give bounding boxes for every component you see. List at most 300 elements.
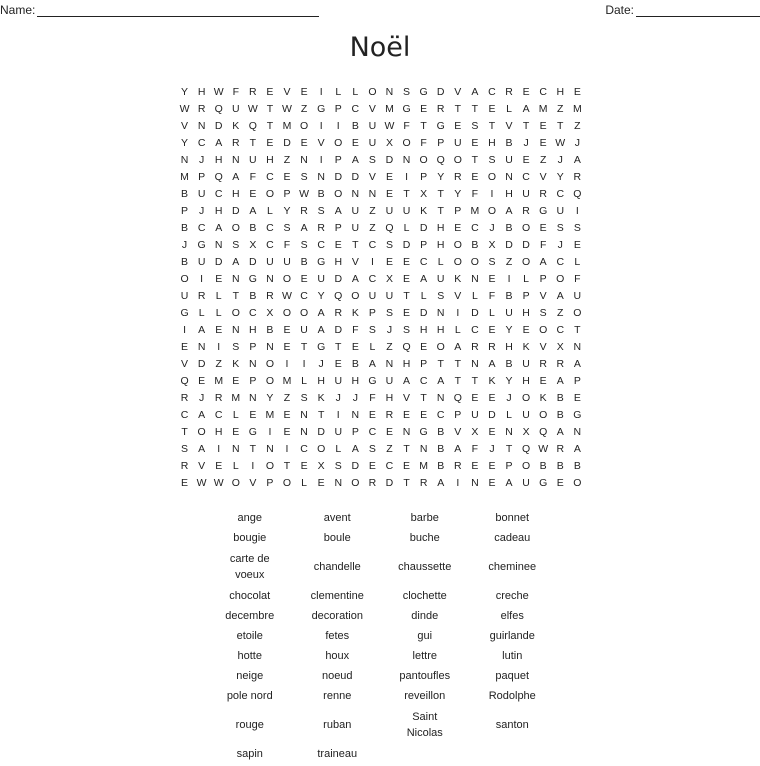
grid-letter: U bbox=[505, 307, 513, 319]
word-list-item: dinde bbox=[411, 610, 439, 622]
grid-letter: A bbox=[198, 409, 206, 421]
grid-letter: I bbox=[575, 205, 579, 217]
grid-letter: V bbox=[454, 426, 462, 438]
grid-letter: R bbox=[539, 188, 547, 200]
grid-letter: A bbox=[488, 358, 496, 370]
grid-letter: N bbox=[368, 188, 377, 200]
grid-letter: O bbox=[300, 307, 309, 319]
grid-letter: V bbox=[539, 290, 547, 302]
grid-letter: A bbox=[539, 256, 547, 268]
grid-letter: T bbox=[437, 358, 444, 370]
word-list-item: guirlande bbox=[489, 630, 535, 642]
grid-letter: V bbox=[198, 460, 206, 472]
grid-letter: F bbox=[471, 443, 479, 455]
grid-letter: R bbox=[505, 86, 513, 98]
grid-letter: Q bbox=[214, 103, 223, 115]
grid-letter: N bbox=[402, 154, 411, 166]
grid-letter: V bbox=[317, 137, 325, 149]
grid-letter: O bbox=[453, 256, 462, 268]
grid-letter: B bbox=[437, 443, 445, 455]
grid-letter: O bbox=[556, 273, 565, 285]
grid-letter: R bbox=[197, 290, 206, 302]
grid-letter: C bbox=[436, 409, 445, 421]
grid-letter: O bbox=[351, 477, 360, 489]
word-list-item: cheminee bbox=[488, 561, 537, 573]
grid-letter: R bbox=[556, 358, 565, 370]
grid-letter: H bbox=[214, 426, 223, 438]
grid-letter: O bbox=[180, 273, 189, 285]
grid-letter: E bbox=[351, 341, 359, 353]
grid-letter: R bbox=[573, 171, 582, 183]
grid-letter: V bbox=[249, 477, 257, 489]
grid-letter: L bbox=[198, 307, 205, 319]
grid-letter: C bbox=[522, 171, 530, 183]
grid-letter: W bbox=[538, 443, 549, 455]
grid-letter: C bbox=[197, 137, 206, 149]
grid-letter: Q bbox=[436, 154, 445, 166]
grid-letter: N bbox=[266, 273, 274, 285]
grid-letter: N bbox=[351, 188, 360, 200]
grid-letter: Z bbox=[369, 222, 376, 234]
grid-letter: R bbox=[453, 460, 462, 472]
word-list-row bbox=[206, 706, 556, 744]
grid-letter: L bbox=[215, 307, 222, 319]
grid-letter: C bbox=[556, 256, 565, 268]
grid-letter: O bbox=[317, 443, 326, 455]
grid-letter: T bbox=[488, 120, 496, 132]
grid-letter: N bbox=[471, 273, 479, 285]
grid-letter: H bbox=[231, 188, 240, 200]
grid-letter: U bbox=[573, 290, 582, 302]
grid-row bbox=[176, 254, 586, 271]
grid-letter: L bbox=[420, 290, 427, 302]
grid-letter: E bbox=[403, 256, 411, 268]
word-list-item: paquet bbox=[495, 670, 530, 682]
grid-letter: S bbox=[437, 290, 445, 302]
grid-letter: E bbox=[454, 120, 462, 132]
grid-letter: N bbox=[573, 426, 582, 438]
grid-letter: M bbox=[282, 375, 292, 387]
grid-letter: U bbox=[351, 222, 360, 234]
grid-letter: B bbox=[573, 460, 581, 472]
grid-letter: G bbox=[180, 307, 189, 319]
grid-letter: K bbox=[420, 205, 428, 217]
grid-letter: D bbox=[214, 256, 223, 268]
grid-letter: F bbox=[574, 273, 581, 285]
grid-letter: E bbox=[573, 239, 581, 251]
word-list bbox=[206, 508, 556, 764]
grid-letter: M bbox=[180, 171, 189, 183]
grid-letter: S bbox=[317, 205, 325, 217]
grid-letter: E bbox=[232, 375, 240, 387]
grid-letter: X bbox=[266, 307, 274, 319]
grid-letter: G bbox=[419, 86, 428, 98]
grid-letter: J bbox=[181, 239, 188, 251]
word-list-item-line: voeux bbox=[235, 569, 265, 581]
grid-row bbox=[176, 84, 586, 101]
grid-letter: A bbox=[215, 222, 223, 234]
grid-letter: P bbox=[522, 290, 530, 302]
grid-letter: R bbox=[197, 103, 206, 115]
grid-letter: N bbox=[351, 409, 360, 421]
grid-letter: A bbox=[573, 443, 581, 455]
grid-letter: D bbox=[197, 358, 206, 370]
grid-letter: C bbox=[180, 409, 189, 421]
grid-letter: C bbox=[351, 103, 360, 115]
grid-letter: A bbox=[573, 358, 581, 370]
grid-letter: O bbox=[453, 239, 462, 251]
grid-letter: C bbox=[471, 324, 479, 336]
grid-letter: E bbox=[488, 477, 496, 489]
grid-letter: S bbox=[368, 154, 376, 166]
grid-letter: O bbox=[522, 460, 531, 472]
grid-letter: A bbox=[351, 273, 359, 285]
grid-letter: H bbox=[505, 341, 513, 353]
grid-letter: E bbox=[334, 358, 342, 370]
grid-letter: C bbox=[266, 222, 274, 234]
grid-letter: L bbox=[215, 290, 222, 302]
grid-letter: Q bbox=[522, 443, 531, 455]
grid-letter: N bbox=[402, 426, 411, 438]
grid-letter: E bbox=[420, 341, 428, 353]
grid-letter: C bbox=[368, 239, 377, 251]
grid-row bbox=[176, 220, 586, 237]
grid-letter: U bbox=[471, 409, 479, 421]
grid-row bbox=[176, 373, 586, 390]
grid-letter: M bbox=[470, 205, 480, 217]
grid-letter: N bbox=[505, 171, 513, 183]
grid-letter: U bbox=[197, 188, 206, 200]
grid-letter: E bbox=[488, 426, 496, 438]
grid-letter: M bbox=[385, 103, 394, 115]
grid-letter: U bbox=[522, 409, 530, 421]
grid-letter: V bbox=[181, 358, 189, 370]
grid-letter: O bbox=[522, 256, 531, 268]
grid-letter: B bbox=[437, 426, 445, 438]
word-list-item-line: Nicolas bbox=[406, 727, 443, 739]
grid-row bbox=[176, 152, 586, 169]
grid-letter: L bbox=[369, 341, 376, 353]
grid-letter: T bbox=[471, 103, 479, 115]
grid-letter: I bbox=[456, 477, 460, 489]
grid-letter: S bbox=[334, 460, 342, 472]
grid-letter: O bbox=[573, 307, 582, 319]
grid-letter: V bbox=[368, 171, 376, 183]
date-line[interactable] bbox=[636, 4, 760, 17]
grid-letter: Y bbox=[283, 205, 291, 217]
grid-letter: O bbox=[231, 222, 240, 234]
word-list-item: etoile bbox=[236, 630, 263, 642]
grid-letter: D bbox=[283, 137, 291, 149]
grid-letter: I bbox=[251, 460, 255, 472]
grid-letter: C bbox=[368, 426, 377, 438]
word-list-row bbox=[206, 666, 556, 686]
grid-letter: A bbox=[249, 205, 257, 217]
grid-letter: T bbox=[403, 188, 410, 200]
name-line[interactable] bbox=[37, 4, 319, 17]
grid-letter: T bbox=[403, 290, 410, 302]
word-list-item bbox=[381, 706, 469, 744]
grid-letter: R bbox=[453, 171, 462, 183]
grid-letter: V bbox=[505, 120, 513, 132]
grid-letter: A bbox=[505, 477, 513, 489]
word-list-item: elfes bbox=[500, 610, 524, 622]
grid-letter: G bbox=[197, 239, 206, 251]
word-search-grid bbox=[176, 84, 586, 492]
grid-letter: T bbox=[420, 392, 427, 404]
grid-letter: V bbox=[539, 171, 547, 183]
grid-letter: L bbox=[506, 103, 512, 115]
grid-letter: N bbox=[197, 341, 206, 353]
grid-letter: A bbox=[198, 324, 206, 336]
word-list-item: lutin bbox=[502, 650, 523, 662]
grid-letter: A bbox=[317, 324, 325, 336]
grid-letter: S bbox=[385, 307, 393, 319]
grid-letter: D bbox=[505, 239, 513, 251]
grid-letter: O bbox=[351, 290, 360, 302]
grid-letter: Y bbox=[266, 392, 274, 404]
grid-letter: G bbox=[402, 103, 411, 115]
grid-letter: W bbox=[196, 477, 207, 489]
grid-letter: N bbox=[197, 120, 206, 132]
grid-letter: R bbox=[368, 477, 377, 489]
word-list-row bbox=[206, 686, 556, 706]
grid-letter: W bbox=[299, 188, 310, 200]
grid-letter: E bbox=[488, 392, 496, 404]
grid-letter: O bbox=[231, 307, 240, 319]
grid-letter: E bbox=[283, 324, 291, 336]
grid-letter: U bbox=[368, 290, 377, 302]
grid-letter: L bbox=[267, 205, 273, 217]
grid-letter: A bbox=[232, 171, 240, 183]
grid-letter: P bbox=[420, 171, 428, 183]
grid-letter: B bbox=[249, 290, 257, 302]
grid-letter: W bbox=[282, 103, 292, 115]
grid-letter: W bbox=[282, 290, 292, 302]
grid-letter: L bbox=[454, 324, 461, 336]
grid-letter: P bbox=[454, 205, 462, 217]
grid-letter: G bbox=[248, 273, 257, 285]
grid-letter: B bbox=[505, 222, 513, 234]
grid-letter: N bbox=[334, 477, 343, 489]
grid-letter: C bbox=[300, 443, 308, 455]
grid-letter: E bbox=[300, 460, 308, 472]
grid-letter: O bbox=[265, 358, 275, 370]
grid-letter: I bbox=[200, 273, 204, 285]
grid-letter: J bbox=[489, 443, 495, 455]
grid-letter: G bbox=[248, 426, 257, 438]
grid-letter: P bbox=[573, 375, 581, 387]
grid-letter: E bbox=[471, 171, 479, 183]
grid-letter: O bbox=[453, 154, 462, 166]
grid-letter: U bbox=[334, 375, 343, 387]
grid-letter: N bbox=[231, 154, 240, 166]
grid-letter: U bbox=[266, 256, 274, 268]
grid-letter: I bbox=[507, 273, 511, 285]
grid-letter: R bbox=[419, 477, 428, 489]
grid-letter: P bbox=[266, 477, 274, 489]
grid-letter: U bbox=[351, 205, 360, 217]
grid-letter: E bbox=[385, 426, 393, 438]
grid-letter: A bbox=[351, 154, 359, 166]
grid-letter: C bbox=[419, 375, 428, 387]
grid-letter: D bbox=[249, 256, 257, 268]
grid-letter: H bbox=[402, 358, 411, 370]
grid-letter: D bbox=[351, 171, 360, 183]
word-list-item: lettre bbox=[412, 650, 437, 662]
grid-letter: P bbox=[351, 426, 359, 438]
grid-letter: S bbox=[300, 239, 308, 251]
grid-letter: F bbox=[352, 324, 359, 336]
grid-letter: R bbox=[214, 392, 223, 404]
word-list-item: neige bbox=[236, 670, 264, 682]
grid-letter: R bbox=[300, 205, 308, 217]
grid-letter: J bbox=[352, 392, 358, 404]
grid-letter: M bbox=[231, 392, 241, 404]
grid-letter: T bbox=[557, 120, 564, 132]
grid-letter: P bbox=[283, 188, 291, 200]
grid-letter: L bbox=[489, 307, 495, 319]
grid-letter: E bbox=[232, 426, 240, 438]
grid-letter: P bbox=[420, 358, 428, 370]
grid-letter: N bbox=[317, 171, 325, 183]
grid-row bbox=[176, 135, 586, 152]
grid-letter: B bbox=[181, 188, 189, 200]
word-list-item: hotte bbox=[237, 650, 262, 662]
grid-letter: T bbox=[522, 120, 530, 132]
grid-letter: J bbox=[489, 222, 495, 234]
grid-letter: R bbox=[436, 103, 445, 115]
grid-letter: G bbox=[419, 426, 428, 438]
word-list-item: avent bbox=[323, 512, 351, 524]
grid-letter: F bbox=[420, 137, 427, 149]
grid-letter: K bbox=[351, 307, 359, 319]
grid-letter: D bbox=[419, 307, 428, 319]
grid-letter: I bbox=[285, 443, 289, 455]
grid-letter: D bbox=[385, 477, 394, 489]
grid-letter: U bbox=[283, 256, 291, 268]
word-list-item: boule bbox=[323, 532, 351, 544]
grid-letter: M bbox=[572, 103, 582, 115]
grid-letter: R bbox=[180, 460, 189, 472]
grid-letter: B bbox=[317, 188, 325, 200]
grid-letter: I bbox=[285, 358, 289, 370]
grid-letter: C bbox=[368, 273, 377, 285]
word-list-item: sapin bbox=[236, 748, 263, 760]
grid-letter: B bbox=[181, 256, 189, 268]
grid-row bbox=[176, 118, 586, 135]
grid-letter: M bbox=[419, 460, 428, 472]
grid-letter: R bbox=[249, 86, 257, 98]
grid-letter: G bbox=[436, 120, 445, 132]
grid-letter: B bbox=[181, 222, 189, 234]
grid-letter: I bbox=[302, 358, 306, 370]
grid-letter: C bbox=[488, 86, 496, 98]
grid-letter: C bbox=[471, 222, 479, 234]
grid-letter: M bbox=[538, 103, 548, 115]
grid-letter: F bbox=[283, 239, 291, 251]
word-list-item: clochette bbox=[402, 590, 447, 602]
grid-letter: D bbox=[385, 154, 394, 166]
grid-letter: P bbox=[198, 171, 206, 183]
grid-letter: E bbox=[283, 426, 291, 438]
grid-letter: B bbox=[249, 222, 257, 234]
grid-letter: H bbox=[522, 307, 530, 319]
grid-letter: F bbox=[403, 120, 410, 132]
word-list-item: rouge bbox=[235, 719, 264, 731]
word-list-row bbox=[206, 626, 556, 646]
grid-row bbox=[176, 356, 586, 373]
grid-letter: B bbox=[351, 358, 359, 370]
grid-letter: F bbox=[232, 86, 239, 98]
grid-letter: D bbox=[419, 222, 428, 234]
grid-letter: U bbox=[300, 324, 308, 336]
word-list-item: fetes bbox=[325, 630, 350, 642]
grid-letter: Z bbox=[574, 120, 581, 132]
grid-letter: P bbox=[437, 137, 445, 149]
grid-letter: G bbox=[317, 341, 326, 353]
grid-letter: O bbox=[231, 477, 240, 489]
grid-row bbox=[176, 441, 586, 458]
grid-letter: L bbox=[335, 86, 342, 98]
word-list-item: chaussette bbox=[398, 561, 452, 573]
grid-letter: P bbox=[181, 205, 189, 217]
grid-letter: L bbox=[232, 460, 239, 472]
grid-letter: E bbox=[488, 324, 496, 336]
grid-letter: U bbox=[522, 358, 530, 370]
grid-letter: N bbox=[231, 273, 240, 285]
grid-letter: E bbox=[420, 103, 428, 115]
word-list-item: gui bbox=[417, 630, 433, 642]
grid-letter: Z bbox=[215, 358, 222, 370]
grid-letter: G bbox=[317, 103, 326, 115]
grid-letter: E bbox=[283, 171, 291, 183]
grid-letter: E bbox=[403, 307, 411, 319]
grid-letter: S bbox=[300, 171, 308, 183]
grid-row bbox=[176, 101, 586, 118]
grid-letter: J bbox=[198, 392, 205, 404]
grid-letter: N bbox=[231, 443, 240, 455]
grid-row bbox=[176, 322, 586, 339]
grid-letter: I bbox=[456, 307, 460, 319]
grid-letter: W bbox=[384, 120, 395, 132]
word-list-row bbox=[206, 508, 556, 528]
grid-letter: A bbox=[573, 154, 581, 166]
grid-letter: E bbox=[403, 460, 411, 472]
grid-letter: K bbox=[454, 273, 462, 285]
word-list-item-line: carte de bbox=[229, 553, 270, 565]
word-list-item: chandelle bbox=[313, 561, 361, 573]
date-field[interactable] bbox=[605, 3, 760, 17]
grid-letter: T bbox=[403, 443, 410, 455]
grid-letter: C bbox=[197, 222, 206, 234]
grid-letter: F bbox=[471, 188, 479, 200]
grid-letter: Y bbox=[181, 137, 189, 149]
word-list-item: creche bbox=[495, 590, 529, 602]
grid-letter: H bbox=[522, 375, 530, 387]
grid-letter: G bbox=[317, 256, 326, 268]
grid-letter: V bbox=[351, 256, 359, 268]
grid-letter: H bbox=[505, 188, 513, 200]
grid-letter: X bbox=[317, 460, 325, 472]
name-field[interactable] bbox=[0, 3, 319, 17]
grid-letter: T bbox=[300, 341, 308, 353]
grid-letter: H bbox=[351, 375, 360, 387]
grid-letter: E bbox=[522, 86, 530, 98]
grid-letter: T bbox=[317, 409, 325, 421]
grid-letter: V bbox=[368, 103, 376, 115]
grid-letter: Q bbox=[248, 120, 257, 132]
